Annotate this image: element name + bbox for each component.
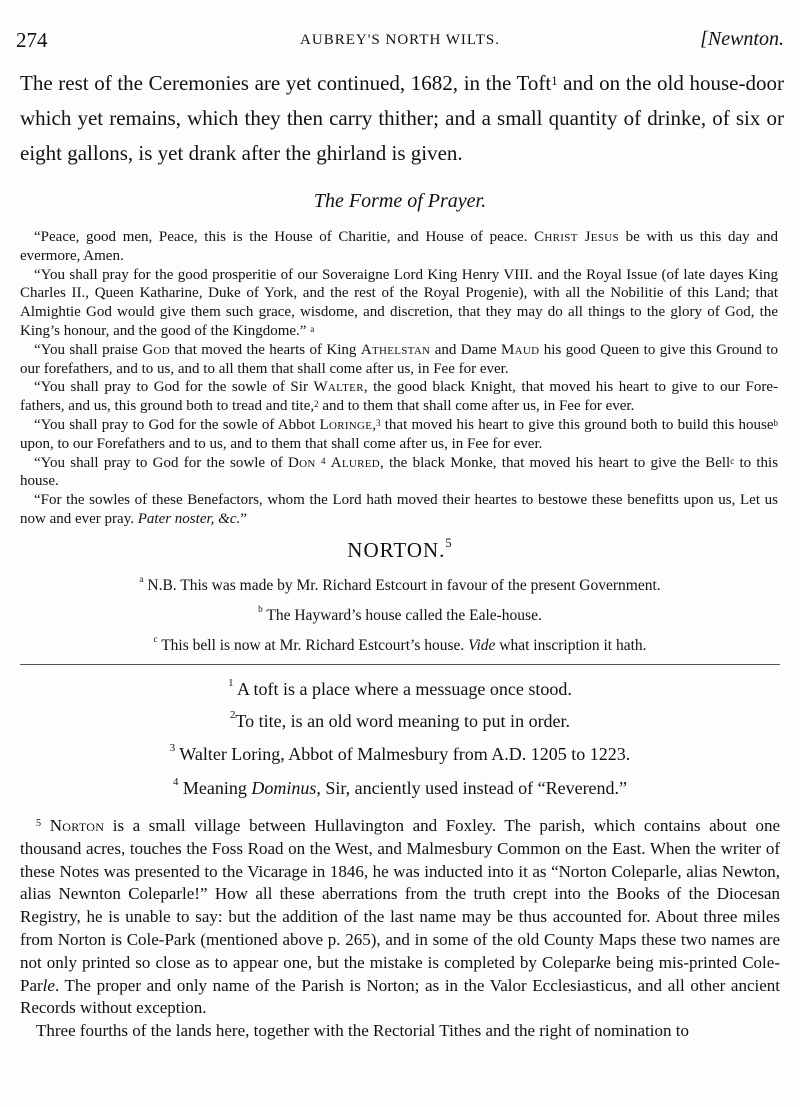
prayer-paragraph xyxy=(20,341,778,379)
prayer-text-segment: his good Queen to give this Ground to our forefathers, and to us, and to all them that shall come after us, in Fee for ever. xyxy=(20,341,778,377)
footnote-italic: Dominus, xyxy=(251,778,321,798)
prayer-text-segment: to this house. xyxy=(20,454,779,490)
prayer-text-segment: “You shall pray to God for the sowle of Sir xyxy=(34,379,314,396)
prayer-smallcaps: Loringe xyxy=(319,416,373,433)
prayer-text-segment: that moved his heart to give this ground both to build this house xyxy=(380,416,774,433)
prayer-paragraph xyxy=(20,228,778,266)
prayer-text-segment: , xyxy=(372,416,377,433)
intro-paragraph xyxy=(20,66,784,171)
note-mark: c xyxy=(153,635,158,645)
footnote-mark: 3 xyxy=(169,742,176,754)
prayer-smallcaps: Walter xyxy=(313,379,364,396)
intro-text-1: The rest of the Ceremonies are yet continued, 1682, in the Toft xyxy=(20,71,552,95)
footnote-divider xyxy=(20,664,780,665)
running-title: AUBREY'S NORTH WILTS. xyxy=(300,32,500,48)
note-c xyxy=(0,637,800,655)
prayer-text-segment: “Peace, good men, Peace, this is the House of Charitie, and House of peace. xyxy=(34,229,528,245)
prayer-smallcaps: Alured xyxy=(330,454,380,471)
note-text: what inscription it hath. xyxy=(495,637,647,654)
prayer-italic: Pater noster, &c. xyxy=(137,510,241,527)
note-ref-c: c xyxy=(730,455,735,466)
note-b xyxy=(0,607,800,625)
note-a xyxy=(0,577,800,595)
footnote-text: A toft is a place where a messuage once stood. xyxy=(233,679,572,699)
note-text: N.B. This was made by Mr. Richard Estcourt in favour of the present Government. xyxy=(143,577,661,594)
prayer-smallcaps: God xyxy=(142,341,170,358)
footnote-text: Meaning xyxy=(178,778,252,798)
footnote-1 xyxy=(0,679,800,700)
prayer-text-segment: ” xyxy=(240,510,247,527)
norton-note-text: e being mis-printed Cole-Par xyxy=(20,952,780,995)
footnote-mark: 5 xyxy=(36,818,42,829)
prayer-text xyxy=(20,228,778,529)
norton-note-paragraph xyxy=(20,815,780,1020)
norton-heading-text: NORTON. xyxy=(347,538,446,562)
prayer-text-segment: upon, to our Forefathers and to us, and to them that shall come after us, in Fee for ever. xyxy=(20,435,543,452)
page-number: 274 xyxy=(16,28,48,52)
prayer-text-segment: “You shall pray for the good prosperitie of our Soveraigne Lord King Henry VIII. and the Royal Issue (of late dayes King Charles II., Queen Katharine, Duke of York, and the rest of the Royal Progenie), with all the Nobilitie of this Land; that Almightie God would give them such grace, wisdome, and discretion, that they may do all things to the glory of God, the King’s honour, and the good of the Kingdome.” xyxy=(20,266,778,339)
norton-italic: k xyxy=(595,952,604,972)
footnote-mark: 1 xyxy=(228,677,234,689)
prayer-title: The Forme of Prayer. xyxy=(313,190,487,212)
note-ref-b: b xyxy=(773,417,778,428)
prayer-text-segment: be with us this day and evermore, Amen. xyxy=(20,229,778,264)
prayer-text-segment: “For the sowles of these Benefactors, whom the Lord hath moved their heartes to bestowe these benefitts upon us, Let us now and ever pray. xyxy=(20,492,778,527)
prayer-text-segment: , the black Monke, that moved his heart to give the Bell xyxy=(380,454,731,471)
prayer-paragraph xyxy=(20,266,778,341)
prayer-smallcaps: Christ Jesus xyxy=(534,229,619,245)
footnote-2 xyxy=(0,711,800,732)
note-text: This bell is now at Mr. Richard Estcourt’s house. xyxy=(157,637,469,654)
prayer-text-segment: “You shall pray to God for the sowle of xyxy=(34,454,289,471)
prayer-text-segment: “You shall praise xyxy=(34,341,143,358)
footnote-text: Walter Loring, Abbot of Malmesbury from A.D. 1205 to 1223. xyxy=(175,744,631,764)
footnote-ref-1: 1 xyxy=(551,74,558,88)
norton-italic: le xyxy=(42,975,55,995)
footnote-3 xyxy=(0,744,800,765)
prayer-paragraph xyxy=(20,454,778,492)
norton-footnote xyxy=(20,815,780,1043)
norton-smallcaps: Norton xyxy=(49,816,105,835)
prayer-paragraph xyxy=(20,416,778,454)
norton-heading xyxy=(0,538,800,563)
prayer-text-segment: and to them that shall come after us, in Fee for ever. xyxy=(318,398,635,415)
note-italic: Vide xyxy=(468,637,496,654)
footnote-mark: 4 xyxy=(172,776,179,788)
prayer-text-segment: , the good black Knight, that moved his heart to give to our Fore-fathers, and us, this ground both to tread and tite, xyxy=(20,379,778,415)
prayer-smallcaps: Don xyxy=(288,454,316,471)
footnote-ref-2: 2 xyxy=(314,399,319,410)
prayer-smallcaps: Athelstan xyxy=(360,341,431,358)
prayer-paragraph xyxy=(20,491,778,529)
norton-note-continued: Three fourths of the lands here, together with the Rectorial Tithes and the right of nomination to xyxy=(36,1021,689,1041)
note-text: The Hayward’s house called the Eale-house. xyxy=(262,607,542,624)
footnote-text: To tite, is an old word meaning to put in order. xyxy=(235,711,571,731)
norton-note-text: . The proper and only name of the Parish is Norton; as in the Valor Ecclesiasticus, and all other ancient Records without exception. xyxy=(20,975,780,1018)
footnote-ref-3: 3 xyxy=(376,417,381,428)
footnote-text: Sir, anciently used instead of “Reverend.” xyxy=(320,778,628,798)
norton-note-text: is a small village between Hullavington and Foxley. The parish, which contains about one thousand acres, touches the Foss Road on the West, and Malmesbury Common on the East. When the writer of these Notes was presented to the Vicarage in 1846, he was inducted into it as “Norton Coleparle, alias Newton, alias Newnton Coleparle!” How all these aberrations from the truth crept into the Books of the Diocesan Registry, he is unable to say: but the addition of the last name may be thus accounted for. About three miles from Norton is Cole-Park (mentioned above p. 265), and in some of the old County Maps these two names are not only printed so close as to appear one, but the mistake is completed by Colepar xyxy=(20,816,781,972)
prayer-text-segment: “You shall pray to God for the sowle of Abbot xyxy=(34,416,320,433)
footnote-mark: 2 xyxy=(229,709,236,721)
footnote-4 xyxy=(0,778,800,799)
page-header xyxy=(16,24,784,54)
section-title: [Newnton. xyxy=(700,28,784,50)
prayer-text-segment: that moved the hearts of King xyxy=(170,341,361,358)
prayer-text-segment: and Dame xyxy=(430,341,502,358)
note-mark: a xyxy=(139,575,144,585)
footnote-ref-5: 5 xyxy=(445,536,453,550)
intro-text-2: and on the old house-door which yet remains, which they then carry thither; and a small quantity of drinke, of six or eight gallons, is yet drank after the ghirland is given. xyxy=(20,71,784,165)
note-mark: b xyxy=(258,605,263,615)
footnote-ref-4: 4 xyxy=(320,455,326,466)
prayer-smallcaps: Maud xyxy=(501,341,540,358)
note-ref-a: a xyxy=(310,323,315,334)
prayer-paragraph xyxy=(20,378,778,416)
